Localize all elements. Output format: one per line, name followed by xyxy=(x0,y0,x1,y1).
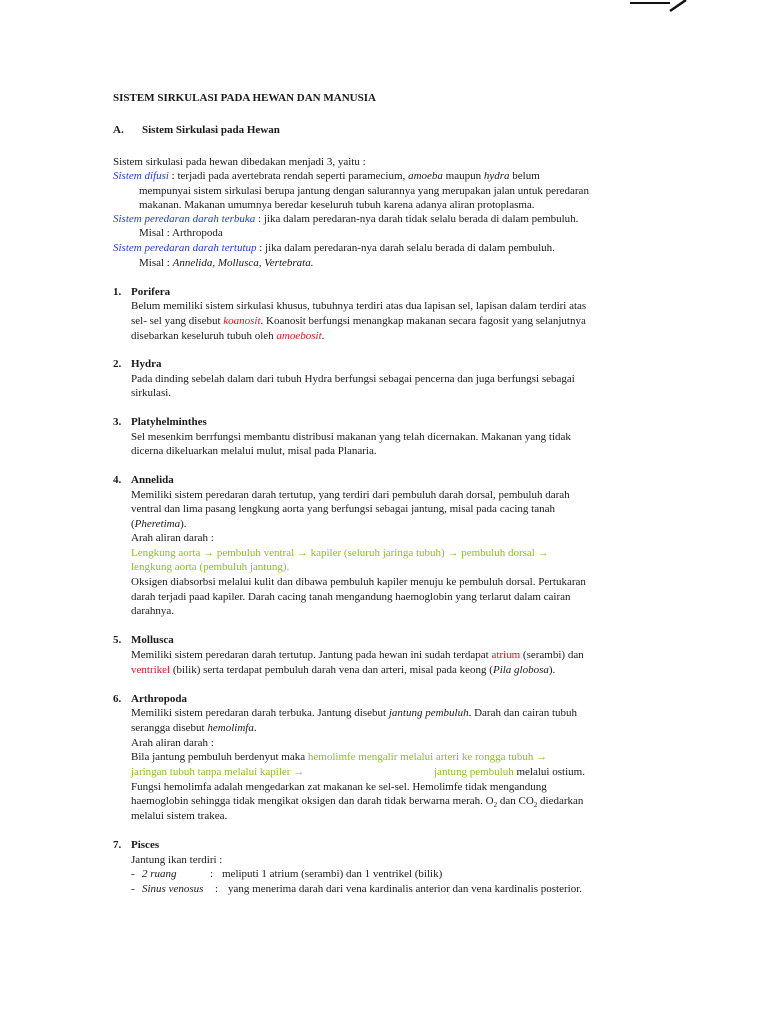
tertutup-misal-label: Misal : xyxy=(139,257,173,269)
mollusca-number: 5. xyxy=(113,634,122,646)
annelida-flow-line-1: Lengkung aorta → pembuluh ventral → kapiler (seluruh jaringa tubuh) → pembuluh dorsal → xyxy=(131,547,549,559)
terbuka-term: Sistem peredaran darah terbuka xyxy=(113,213,256,225)
porifera-text-a: sel- sel yang disebut xyxy=(131,315,224,327)
co2-subscript: 2 xyxy=(533,801,538,810)
arthropoda-line-4 xyxy=(131,750,547,764)
section-a-heading: Sistem Sirkulasi pada Hewan xyxy=(142,124,280,136)
difusi-hydra: hydra xyxy=(483,170,510,182)
pisces-bullet-2-text: yang menerima darah dari vena kardinalis anterior dan vena kardinalis posterior. xyxy=(228,883,583,895)
document-title: SISTEM SIRKULASI PADA HEWAN DAN MANUSIA xyxy=(113,92,376,104)
annelida-heading: Annelida xyxy=(131,474,174,486)
arthropoda-number: 6. xyxy=(113,693,122,705)
tertutup-text: : jika dalam peredaran-nya darah selalu berada di dalam pembuluh. xyxy=(256,242,555,254)
difusi-term: Sistem difusi xyxy=(113,170,169,182)
arthropoda-line-8: melalui sistem trakea. xyxy=(131,810,228,822)
arthropoda-line-5 xyxy=(434,765,585,779)
platy-heading: Platyhelminthes xyxy=(131,416,207,428)
arthropoda-flow-2: jaringan tubuh tanpa melalui kapiler → xyxy=(131,766,305,778)
arthropoda-line-1 xyxy=(131,706,577,720)
platy-number: 3. xyxy=(113,416,122,428)
intro-line: Sistem sirkulasi pada hewan dibedakan menjadi 3, yaitu : xyxy=(113,156,366,168)
hydra-line-1: Pada dinding sebelah dalam dari tubuh Hydra berfungsi sebagai pencerna dan juga berfungsi sebagai xyxy=(131,373,575,385)
amoebosit-term: amoebosit xyxy=(276,330,322,342)
difusi-belum: belum xyxy=(509,170,540,182)
porifera-text-b: . Koanosit berfungsi menangkap makanan secara fagosit yang selanjutnya xyxy=(260,315,586,327)
mollusca-text-b: (serambi) dan xyxy=(520,649,584,661)
annelida-line-6: darahnya. xyxy=(131,605,175,617)
arthropoda-text-h: dan CO xyxy=(497,795,534,807)
porifera-number: 1. xyxy=(113,286,122,298)
atrium-term: atrium xyxy=(491,649,521,661)
arthropoda-heading: Arthropoda xyxy=(131,693,188,705)
annelida-line-2: ventral dan lima pasang lengkung aorta yang berfungsi sebagai jantung, misal pada cacing tanah xyxy=(131,503,555,515)
mollusca-text-c: (bilik) serta terdapat pembuluh darah vena dan arteri, misal pada keong ( xyxy=(170,664,493,676)
annelida-arah: Arah aliran darah : xyxy=(131,532,214,544)
arthropoda-flow-1: hemolimfe mengalir melalui arteri ke rongga tubuh → xyxy=(307,751,548,763)
porifera-line-1: Belum memiliki sistem sirkulasi khusus, tubuhnya terdiri atas dua lapisan sel, lapisan dalam terdiri atas xyxy=(131,300,587,312)
arthropoda-text-e: Bila jantung pembuluh berdenyut maka xyxy=(131,751,308,763)
pisces-bullet-1-term: 2 ruang xyxy=(142,868,177,880)
hydra-line-2: sirkulasi. xyxy=(131,387,172,399)
arthropoda-flow-3: jantung pembuluh xyxy=(434,766,514,778)
annelida-number: 4. xyxy=(113,474,122,486)
pisces-bullet-2-dash: - xyxy=(131,883,135,895)
hydra-number: 2. xyxy=(113,358,122,370)
koanosit-term: koanosit xyxy=(223,315,261,327)
porifera-line-2 xyxy=(131,314,586,328)
annelida-line-4: Oksigen diabsorbsi melalui kulit dan dibawa pembuluh kapiler menuju ke pembuluh dorsal. Pertukaran xyxy=(131,576,586,588)
porifera-line-3 xyxy=(131,329,324,343)
terbuka-text: : jika dalam peredaran-nya darah tidak selalu berada di dalam pembuluh. xyxy=(255,213,579,225)
difusi-line-2: mempunyai sistem sirkulasi berupa jantung dengan salurannya yang merupakan jalan untuk peredaran xyxy=(139,185,589,197)
pisces-line-1: Jantung ikan terdiri : xyxy=(131,854,223,866)
arthropoda-line-2 xyxy=(131,721,257,735)
mollusca-text-a: Memiliki sistem peredaran darah tertutup. Jantung pada hewan ini sudah terdapat xyxy=(131,649,492,661)
paren-open: ( xyxy=(131,518,135,530)
section-a-letter: A. xyxy=(113,124,124,136)
terbuka-line xyxy=(113,212,578,226)
mollusca-heading: Mollusca xyxy=(131,634,174,646)
terbuka-misal: Misal : Arthropoda xyxy=(139,227,223,239)
annelida-line-5: darah terjadi paad kapiler. Darah cacing tanah mengandung haemoglobin yang terlarut dalam cairan xyxy=(131,591,571,603)
tertutup-line xyxy=(113,241,555,255)
arthropoda-text-d: . xyxy=(253,722,257,734)
platy-line-2: dicerna dikeluarkan melalui mulut, misal pada Planaria. xyxy=(131,445,377,457)
arthropoda-text-g: haemoglobin sehingga tidak mengikat oksigen dan darah tidak berwarna merah. O xyxy=(131,795,494,807)
pisces-bullet-2-term: Sinus venosus xyxy=(142,883,204,895)
pila-term: Pila globosa xyxy=(492,664,549,676)
difusi-line-3: makanan. Makanan umumnya beredar keseluruh tubuh karena adanya aliran protoplasma. xyxy=(139,199,535,211)
tertutup-misal-value: Annelida, Mollusca, Vertebrata. xyxy=(172,257,314,269)
pheretima-term: Pheretima xyxy=(134,518,181,530)
mollusca-line-2 xyxy=(131,663,555,677)
difusi-text-a: : terjadi pada avertebrata rendah seperti paramecium, xyxy=(168,170,409,182)
arthropoda-text-c: serangga disebut xyxy=(131,722,208,734)
hemolimfa-term: hemolimfa xyxy=(207,722,254,734)
annelida-flow-line-2: lengkung aorta (pembuluh jantung). xyxy=(131,561,290,573)
pisces-bullet-2-sep: : xyxy=(215,883,219,895)
platy-line-1: Sel mesenkim berrfungsi membantu distribusi makanan yang telah dicernakan. Makanan yang tidak xyxy=(131,431,571,443)
pisces-bullet-1-sep: : xyxy=(210,868,214,880)
difusi-line-1 xyxy=(113,169,540,183)
hydra-heading: Hydra xyxy=(131,358,162,370)
arthropoda-line-7 xyxy=(131,794,583,808)
annelida-line-1: Memiliki sistem peredaran darah tertutup, yang terdiri dari pembuluh darah dorsal, pembuluh darah xyxy=(131,489,570,501)
pisces-heading: Pisces xyxy=(131,839,160,851)
arthropoda-line-6: Fungsi hemolimfa adalah mengedarkan zat makanan ke sel-sel. Hemolimfe tidak mengandung xyxy=(131,781,547,793)
arthropoda-arah: Arah aliran darah : xyxy=(131,737,214,749)
pisces-bullet-1-dash: - xyxy=(131,868,135,880)
annelida-line-3 xyxy=(131,517,187,531)
difusi-maupun: maupun xyxy=(442,170,484,182)
arthropoda-text-a: Memiliki sistem peredaran darah terbuka. Jantung disebut xyxy=(131,707,389,719)
porifera-heading: Porifera xyxy=(131,286,171,298)
mollusca-line-1 xyxy=(131,648,584,662)
o2-subscript: 2 xyxy=(493,801,498,810)
corner-pen-mark xyxy=(628,0,688,14)
arthropoda-text-b: . Darah dan cairan tubuh xyxy=(468,707,578,719)
jantung-pembuluh-term: jantung pembuluh xyxy=(388,707,469,719)
tertutup-misal xyxy=(139,256,313,270)
mollusca-text-d: ). xyxy=(548,664,556,676)
difusi-amoeba: amoeba xyxy=(408,170,443,182)
porifera-text-c: disebarkan keseluruh tubuh oleh xyxy=(131,330,277,342)
arthropoda-text-i: diedarkan xyxy=(537,795,584,807)
porifera-text-d: . xyxy=(321,330,325,342)
arthropoda-text-f: melalui ostium. xyxy=(513,766,585,778)
pisces-bullet-1-text: meliputi 1 atrium (serambi) dan 1 ventrikel (bilik) xyxy=(222,868,443,880)
ventrikel-term: ventrikel xyxy=(131,664,171,676)
pisces-number: 7. xyxy=(113,839,122,851)
tertutup-term: Sistem peredaran darah tertutup xyxy=(113,242,257,254)
paren-close: ). xyxy=(180,518,187,530)
